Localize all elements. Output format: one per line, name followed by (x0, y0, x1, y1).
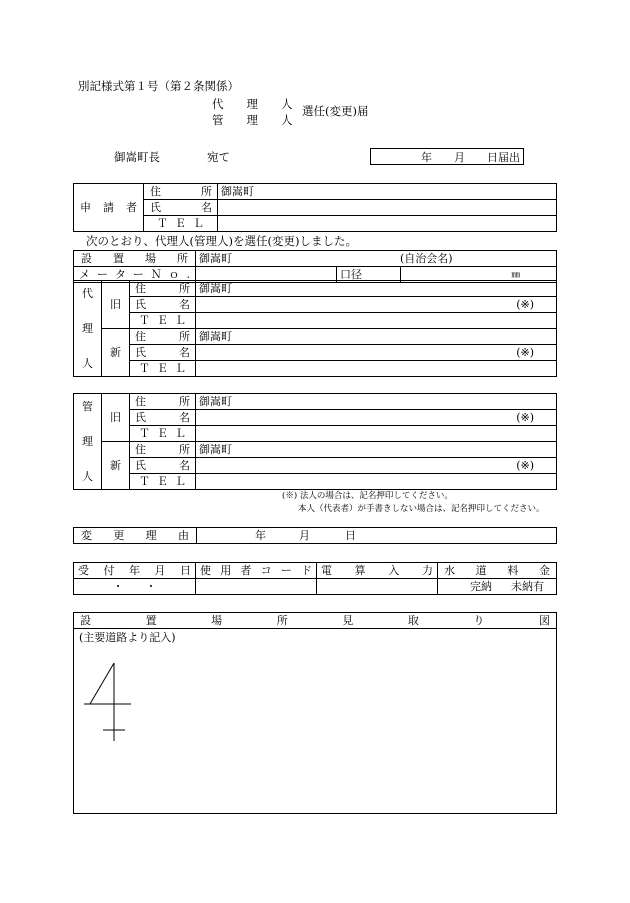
agent-old-name-field[interactable]: (※) (196, 297, 557, 313)
title-manager: 管 理 人 (212, 113, 293, 127)
site-table (73, 250, 557, 283)
date-year: 年 (421, 151, 432, 164)
computer-entry-field[interactable] (317, 579, 438, 595)
agent-old-address-field[interactable]: 御嵩町 (196, 281, 557, 297)
applicant-tel-field[interactable] (218, 216, 557, 232)
office-use-table (73, 562, 557, 595)
manager-old-tel-field[interactable] (196, 426, 557, 442)
manager-table (73, 393, 557, 490)
user-code-field[interactable] (196, 579, 317, 595)
applicant-name-field[interactable] (218, 200, 557, 216)
form-number: 別記様式第１号（第２条関係） (78, 79, 239, 93)
agent-old-label: 旧 (102, 281, 130, 329)
water-fee-header: 水 道 料 金 (438, 563, 557, 579)
note-representative: 本人（代表者）が手書きしない場合は、記名押印してください。 (298, 504, 545, 514)
applicant-name-label: 氏 名 (144, 200, 218, 216)
date-day: 日届出 (487, 151, 520, 164)
note-corporate: (※) 法人の場合は、記名押印してください。 (282, 491, 453, 501)
manager-new-tel-field[interactable] (196, 474, 557, 490)
manager-new-name-field[interactable]: (※) (196, 458, 557, 474)
site-field[interactable]: 御嵩町 (自治会名) (196, 251, 557, 267)
agent-label: 代 理 人 (74, 281, 102, 377)
manager-new-tel-label: Ｔ Ｅ Ｌ (130, 474, 196, 490)
map-note: (主要道路より記入) (79, 631, 176, 644)
title-agent: 代 理 人 (212, 97, 293, 111)
agent-new-name-field[interactable]: (※) (196, 345, 557, 361)
agent-new-tel-label: Ｔ Ｅ Ｌ (130, 361, 196, 377)
caliber-label: 口径 (337, 267, 401, 283)
agent-old-tel-label: Ｔ Ｅ Ｌ (130, 313, 196, 329)
computer-entry-header: 電 算 入 力 (317, 563, 438, 579)
map-header: 設 置 場 所 見 取 り 図 (74, 613, 556, 629)
change-reason-label: 変 更 理 由 (74, 528, 197, 544)
water-fee-status[interactable] (438, 579, 557, 595)
manager-old-address-field[interactable]: 御嵩町 (196, 394, 557, 410)
applicant-table (73, 183, 557, 232)
change-month: 月 (299, 529, 310, 542)
paid-option[interactable]: 完納 (470, 579, 492, 593)
applicant-address-label: 住 所 (144, 184, 218, 200)
addressee-name: 御嵩町長 (114, 150, 160, 164)
agent-new-address-field[interactable]: 御嵩町 (196, 329, 557, 345)
manager-old-name-field[interactable]: (※) (196, 410, 557, 426)
agent-new-label: 新 (102, 329, 130, 377)
unpaid-option[interactable]: 未納有 (511, 579, 544, 593)
applicant-tel-label: Ｔ Ｅ Ｌ (144, 216, 218, 232)
applicant-label: 申 請 者 (74, 184, 144, 232)
manager-new-address-label: 住 所 (130, 442, 196, 458)
addressee-honorific: 宛て (207, 150, 230, 164)
site-label: 設 置 場 所 (74, 251, 196, 267)
change-reason-table (73, 527, 557, 544)
manager-old-tel-label: Ｔ Ｅ Ｌ (130, 426, 196, 442)
agent-new-address-label: 住 所 (130, 329, 196, 345)
statement: 次のとおり、代理人(管理人)を選任(変更)しました。 (86, 234, 357, 248)
agent-old-address-label: 住 所 (130, 281, 196, 297)
applicant-address-field[interactable]: 御嵩町 (218, 184, 557, 200)
change-reason-date-field[interactable] (197, 528, 557, 544)
received-date-field[interactable]: ・ ・ (74, 579, 196, 595)
user-code-header: 使 用 者 コ ー ド (196, 563, 317, 579)
manager-old-address-label: 住 所 (130, 394, 196, 410)
change-day: 日 (345, 529, 356, 542)
agent-new-name-label: 氏 名 (130, 345, 196, 361)
north-arrow-icon (84, 653, 134, 753)
title-suffix: 選任(変更)届 (302, 104, 369, 118)
agent-old-name-label: 氏 名 (130, 297, 196, 313)
meter-label: メ ー タ ー Ｎ ｏ . (74, 267, 196, 283)
agent-new-tel-field[interactable] (196, 361, 557, 377)
received-date-header: 受 付 年 月 日 (74, 563, 196, 579)
map-box (73, 612, 557, 814)
agent-table (73, 280, 557, 377)
date-month: 月 (454, 151, 465, 164)
manager-label: 管 理 人 (74, 394, 102, 490)
date-box[interactable] (370, 148, 524, 165)
manager-old-name-label: 氏 名 (130, 410, 196, 426)
caliber-field[interactable]: ㎜ (401, 267, 557, 283)
manager-new-name-label: 氏 名 (130, 458, 196, 474)
manager-new-label: 新 (102, 442, 130, 490)
change-year: 年 (255, 529, 266, 542)
agent-old-tel-field[interactable] (196, 313, 557, 329)
manager-old-label: 旧 (102, 394, 130, 442)
manager-new-address-field[interactable]: 御嵩町 (196, 442, 557, 458)
site-assoc: (自治会名) (400, 252, 453, 265)
